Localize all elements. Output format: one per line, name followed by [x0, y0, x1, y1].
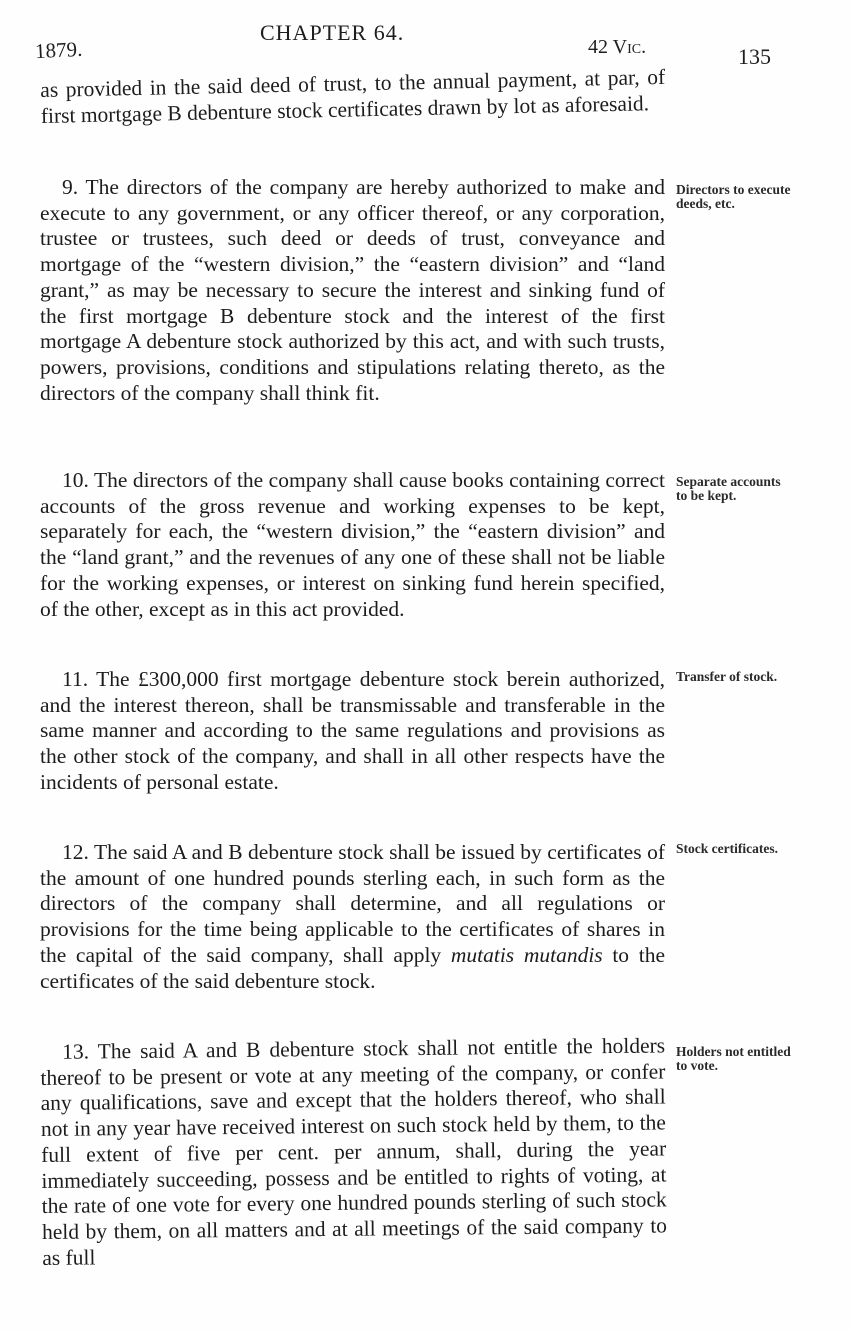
section-number: 10. [62, 468, 89, 492]
section-number: 11. [62, 667, 89, 691]
regnal-year: 42 Vic. [588, 36, 647, 58]
margin-note-section-13: Holders not entitled to vote. [676, 1044, 791, 1073]
paragraph-text-after: to the certificates of the said debenture stock. [40, 942, 665, 993]
paragraph-text: The directors of the company shall cause books containing correct accounts of the gross revenue and working expenses to be kept, separately for each, the “western division,” the “eastern division” and the “land grant,” and the revenues of any one of these shall not be liable for the working expenses, or interest on sinking fund herein specified, of the other, except as in this act provided. [40, 468, 665, 621]
paragraph-text: The £300,000 first mortgage debenture stock berein authorized, and the interest thereon, shall be transmissable and transferable in the same manner and according to the same regulations and provisions as the other stock of the company, and shall in all other respects have the incidents of personal estate. [40, 667, 665, 794]
chapter-heading: CHAPTER 64. [260, 20, 405, 45]
section-12 [40, 840, 665, 994]
paragraph-text: The said A and B debenture stock shall not entitle the holders thereof to be present or vote at any meeting of the company, or confer any qualifications, save and except that the holders thereof, who shall not in any year have received interest on such stock held by them, to the full extent of five per cent. per annum, shall, during the year immediately succeeding, possess and be entitled to rights of voting, at the rate of one vote for every one hundred pounds sterling of such stock held by them, on all matters and at all meetings of the said company to as full [40, 1033, 668, 1270]
paragraph-continuation [40, 65, 666, 129]
page-year: 1879. [34, 36, 83, 64]
section-11 [40, 667, 665, 796]
section-number: 13. [61, 1039, 90, 1064]
section-13 [40, 1033, 667, 1271]
page-number: 135 [738, 44, 771, 69]
margin-note-section-9: Directors to execute deeds, etc. [676, 182, 791, 211]
section-10 [40, 468, 665, 622]
latin-phrase: mutatis mutandis [450, 942, 603, 967]
paragraph-text: The directors of the company are hereby authorized to make and execute to any government, or any officer thereof, or any corporation, trustee or trustees, such deed or deeds of trust, conveyance and mortgage of the “western division,” the “eastern division” and “land grant,” as may be necessary to secure the interest and sinking fund of the first mortgage B debenture stock and the interest of the first mortgage A debenture stock authorized by this act, and with such trusts, powers, provisions, conditions and stipulations relating thereto, as the directors of the company shall think fit. [40, 175, 665, 405]
margin-note-section-12: Stock certificates. [676, 841, 778, 856]
margin-note-section-11: Transfer of stock. [676, 669, 778, 684]
section-number: 9. [62, 175, 79, 199]
paragraph-text: as provided in the said deed of trust, to the annual payment, at par, of first mortgage B debenture stock certificates drawn by lot as aforesaid. [40, 64, 666, 128]
section-9 [40, 175, 665, 406]
paragraph-text-before: The said A and B debenture stock shall be issued by certificates of the amount of one hundred pounds sterling each, in such form as the directors of the company shall determine, and all regulations or provisions for the time being applicable to the certificates of shares in the capital of the said company, shall apply [40, 840, 665, 967]
section-number: 12. [62, 840, 89, 864]
margin-note-section-10: Separate accounts to be kept. [676, 474, 781, 503]
